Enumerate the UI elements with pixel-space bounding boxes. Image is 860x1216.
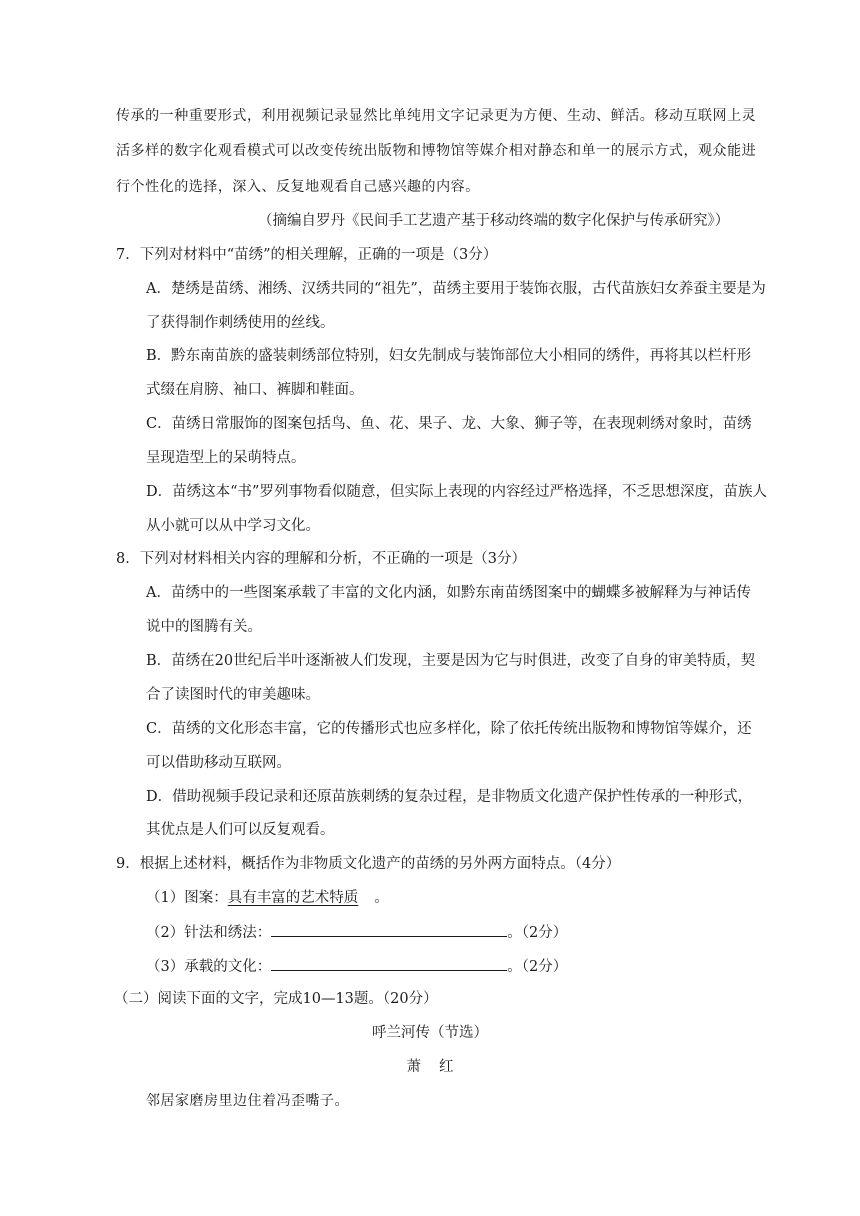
passage-first-line: 邻居家磨房里边住着冯歪嘴子。 (146, 1093, 349, 1109)
q7-option-b-line2: 式缀在肩膀、袖口、裤脚和鞋面。 (146, 382, 364, 398)
intro-line-2: 活多样的数字化观看模式可以改变传统出版物和博物馆等媒介相对静态和单一的展示方式，观众能进 (116, 143, 757, 159)
q8-option-a-line2: 说中的图腾有关。 (146, 619, 262, 635)
q8-option-c-line1: C．苗绣的文化形态丰富，它的传播形式也应多样化，除了依托传统出版物和博物馆等媒介，还 (146, 721, 752, 737)
q7-option-c-line1: C．苗绣日常服饰的图案包括鸟、鱼、花、果子、龙、大象、狮子等，在表现刺绣对象时，苗绣 (146, 416, 752, 432)
passage-author-row (0, 1057, 860, 1077)
source-note: （摘编自罗丹《民间手工艺遗产基于移动终端的数字化保护与传承研究》） (258, 213, 730, 229)
question-7-stem: 7．下列对材料中“苗绣”的相关理解，正确的一项是（3分） (116, 247, 498, 263)
q9-item-3-end: 。（2分） (507, 959, 568, 975)
q9-item-3-answer-blank[interactable] (271, 956, 507, 971)
q9-item-2-end: 。（2分） (507, 925, 568, 941)
q7-option-d-line2: 从小就可以从中学习文化。 (146, 518, 320, 534)
q7-option-a-line1: A．楚绣是苗绣、湘绣、汉绣共同的“祖先”，苗绣主要用于装饰衣服，古代苗族妇女养蚕主要是为 (146, 281, 766, 297)
question-9-stem: 9．根据上述材料，概括作为非物质文化遗产的苗绣的另外两方面特点。（4分） (116, 856, 621, 872)
q7-option-b-line1: B．黔东南苗族的盛装刺绣部位特别，妇女先制成与装饰部位大小相同的绣件，再将其以栏杆形 (146, 348, 752, 364)
intro-line-1: 传承的一种重要形式，利用视频记录显然比单纯用文字记录更为方便、生动、鲜活。移动互联网上灵 (116, 108, 757, 124)
q8-option-a-line1: A．苗绣中的一些图案承载了丰富的文化内涵，如黔东南苗绣图案中的蝴蝶多被解释为与神话传 (146, 585, 751, 601)
q9-item-1-label: （1）图案： (146, 890, 228, 906)
q9-item-3 (146, 956, 567, 977)
q9-item-1-answer[interactable]: 具有丰富的艺术特质 (227, 890, 359, 906)
q9-item-2-answer-blank[interactable] (271, 922, 507, 937)
q7-option-d-line1: D．苗绣这本“书”罗列事物看似随意，但实际上表现的内容经过严格选择，不乏思想深度，苗族人 (146, 484, 767, 500)
passage-author: 萧红 (406, 1059, 472, 1075)
q8-option-c-line2: 可以借助移动互联网。 (146, 755, 291, 771)
section-2-heading: （二）阅读下面的文字，完成10—13题。（20分） (114, 991, 438, 1007)
q8-option-d-line2: 其优点是人们可以反复观看。 (146, 822, 335, 838)
q8-option-d-line1: D．借助视频手段记录和还原苗族刺绣的复杂过程，是非物质文化遗产保护性传承的一种形式， (146, 789, 753, 805)
q9-item-2-label: （2）针法和绣法： (146, 925, 272, 941)
q9-item-2 (146, 922, 567, 943)
passage-title: 呼兰河传（节选） (372, 1025, 488, 1041)
q8-option-b-line2: 合了读图时代的审美趣味。 (146, 687, 320, 703)
q9-item-1 (146, 888, 389, 908)
q7-option-c-line2: 呈现造型上的呆萌特点。 (146, 450, 306, 466)
q9-item-3-label: （3）承载的文化： (146, 959, 272, 975)
q8-option-b-line1: B．苗绣在20世纪后半叶逐渐被人们发现，主要是因为它与时俱进，改变了自身的审美特质，契 (146, 653, 756, 669)
q9-item-1-end: 。 (374, 890, 389, 906)
question-8-stem: 8．下列对材料相关内容的理解和分析，不正确的一项是（3分） (116, 551, 526, 567)
intro-line-3: 行个性化的选择，深入、反复地观看自己感兴趣的内容。 (116, 179, 480, 195)
q7-option-a-line2: 了获得制作刺绣使用的丝线。 (146, 315, 335, 331)
